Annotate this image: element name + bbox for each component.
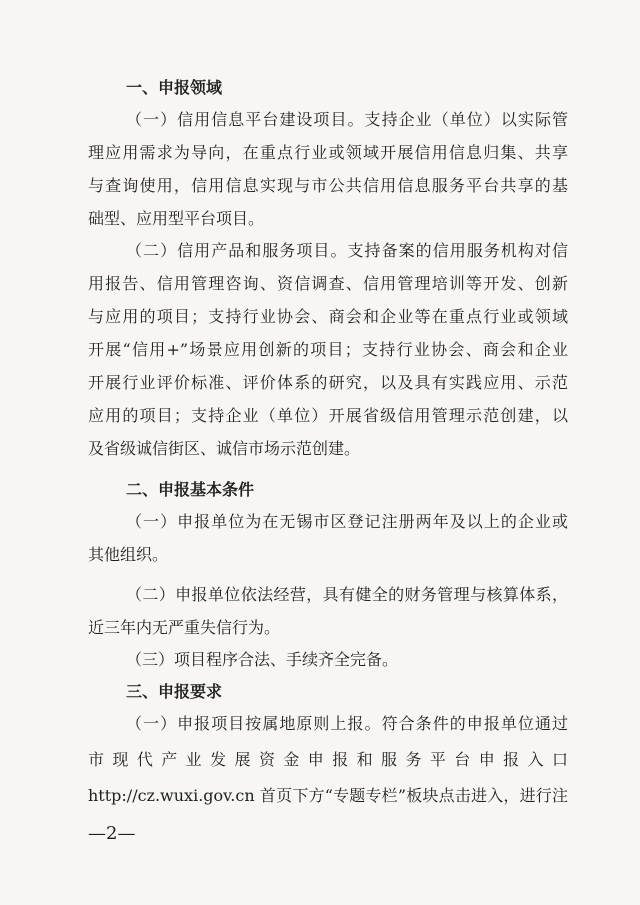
section-heading-1: 一、申报领域 [126, 78, 223, 97]
paragraph-line: （一）申报项目按属地原则上报。符合条件的申报单位通过 [126, 714, 568, 733]
page-number: —2— [88, 823, 136, 844]
paragraph-line: 应用的项目；支持企业（单位）开展省级信用管理示范创建，以 [88, 406, 568, 425]
section-heading-2: 二、申报基本条件 [126, 480, 255, 499]
paragraph-line: 础型、应用型平台项目。 [88, 209, 265, 228]
paragraph-line: 及省级诚信街区、诚信市场示范创建。 [88, 439, 361, 458]
paragraph-line: 市现代产业发展资金申报和服务平台申报入口 [88, 750, 568, 769]
paragraph-line: （一）申报单位为在无锡市区登记注册两年及以上的企业或 [126, 512, 568, 531]
paragraph-line: 其他组织。 [88, 545, 169, 564]
paragraph-line: 开展“信用+”场景应用创新的项目；支持行业协会、商会和企业 [88, 340, 568, 359]
paragraph-line: （一）信用信息平台建设项目。支持企业（单位）以实际管 [126, 110, 568, 129]
paragraph-line: 开展行业评价标准、评价体系的研究，以及具有实践应用、示范 [88, 373, 568, 392]
paragraph-line: （三）项目程序合法、手续齐全完备。 [126, 650, 399, 669]
section-heading-3: 三、申报要求 [126, 682, 223, 701]
paragraph-line: http://cz.wuxi.gov.cn 首页下方“专题专栏”板块点击进入，进行注 [88, 786, 568, 805]
paragraph-line: 用报告、信用管理咨询、资信调查、信用管理培训等开发、创新 [88, 274, 568, 293]
paragraph-line: 与查询使用，信用信息实现与市公共信用信息服务平台共享的基 [88, 176, 568, 195]
paragraph-line: （二）信用产品和服务项目。支持备案的信用服务机构对信 [126, 241, 568, 260]
paragraph-line: 理应用需求为导向，在重点行业或领域开展信用信息归集、共享 [88, 143, 568, 162]
paragraph-line: 与应用的项目；支持行业协会、商会和企业等在重点行业或领域 [88, 307, 568, 326]
paragraph-line: 近三年内无严重失信行为。 [88, 618, 281, 637]
paragraph-line: （二）申报单位依法经营，具有健全的财务管理与核算体系， [126, 585, 568, 604]
